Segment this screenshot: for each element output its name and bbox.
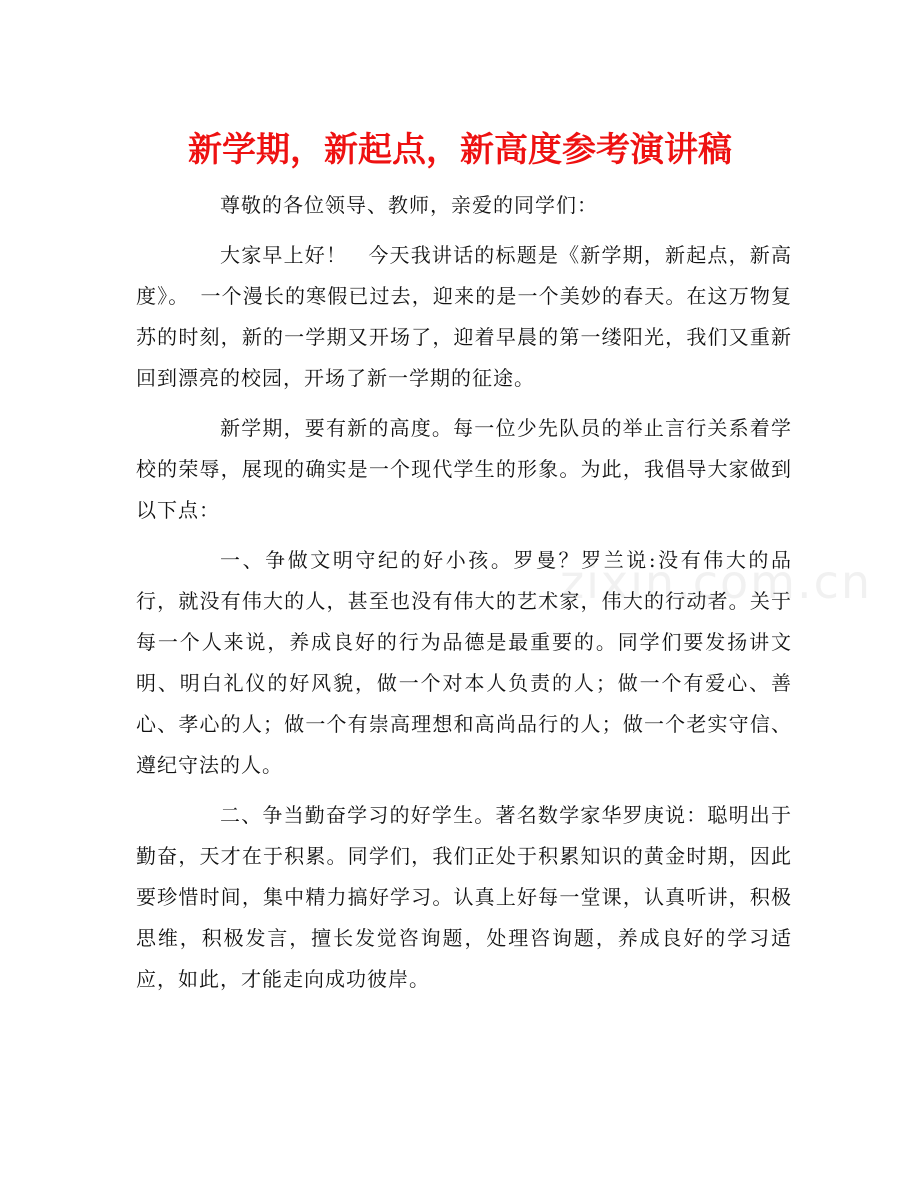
point-one-paragraph: 一、争做文明守纪的好小孩。罗曼？罗兰说:没有伟大的品行，就没有伟大的人，甚至也没有伟大的艺术家，伟大的行动者。关于每一个人来说，养成良好的行为品德是最重要的。同学们要发扬讲文明、明白礼仪的好风貌，做一个对本人负责的人；做一个有爱心、善心、孝心的人；做一个有崇高理想和高尚品行的人；做一个老实守信、遵纪守法的人。 <box>136 548 792 777</box>
opening-paragraph: 大家早上好！ 今天我讲话的标题是《新学期，新起点，新高度》。 一个漫长的寒假已过去，迎来的是一个美妙的春天。在这万物复苏的时刻，新的一学期又开场了，迎着早晨的第一缕阳光，我们又重新回到漂亮的校园，开场了新一学期的征途。 <box>136 243 792 390</box>
document-title: 新学期，新起点，新高度参考演讲稿 <box>188 130 732 170</box>
greeting-paragraph: 尊敬的各位领导、教师，亲爱的同学们： <box>220 193 598 217</box>
point-two-paragraph: 二、争当勤奋学习的好学生。著名数学家华罗庚说：聪明出于勤奋，天才在于积累。同学们，我们正处于积累知识的黄金时期，因此要珍惜时间，集中精力搞好学习。认真上好每一堂课，认真听讲，积极思维，积极发言，擅长发觉咨询题，处理咨询题，养成良好的学习适应，如此，才能走向成功彼岸。 <box>136 803 792 991</box>
document-body <box>136 185 792 1009</box>
watermark: zixin.com.cn <box>560 555 873 609</box>
intro-paragraph: 新学期，要有新的高度。每一位少先队员的举止言行关系着学校的荣辱，展现的确实是一个现代学生的形象。为此，我倡导大家做到以下点： <box>136 416 792 522</box>
